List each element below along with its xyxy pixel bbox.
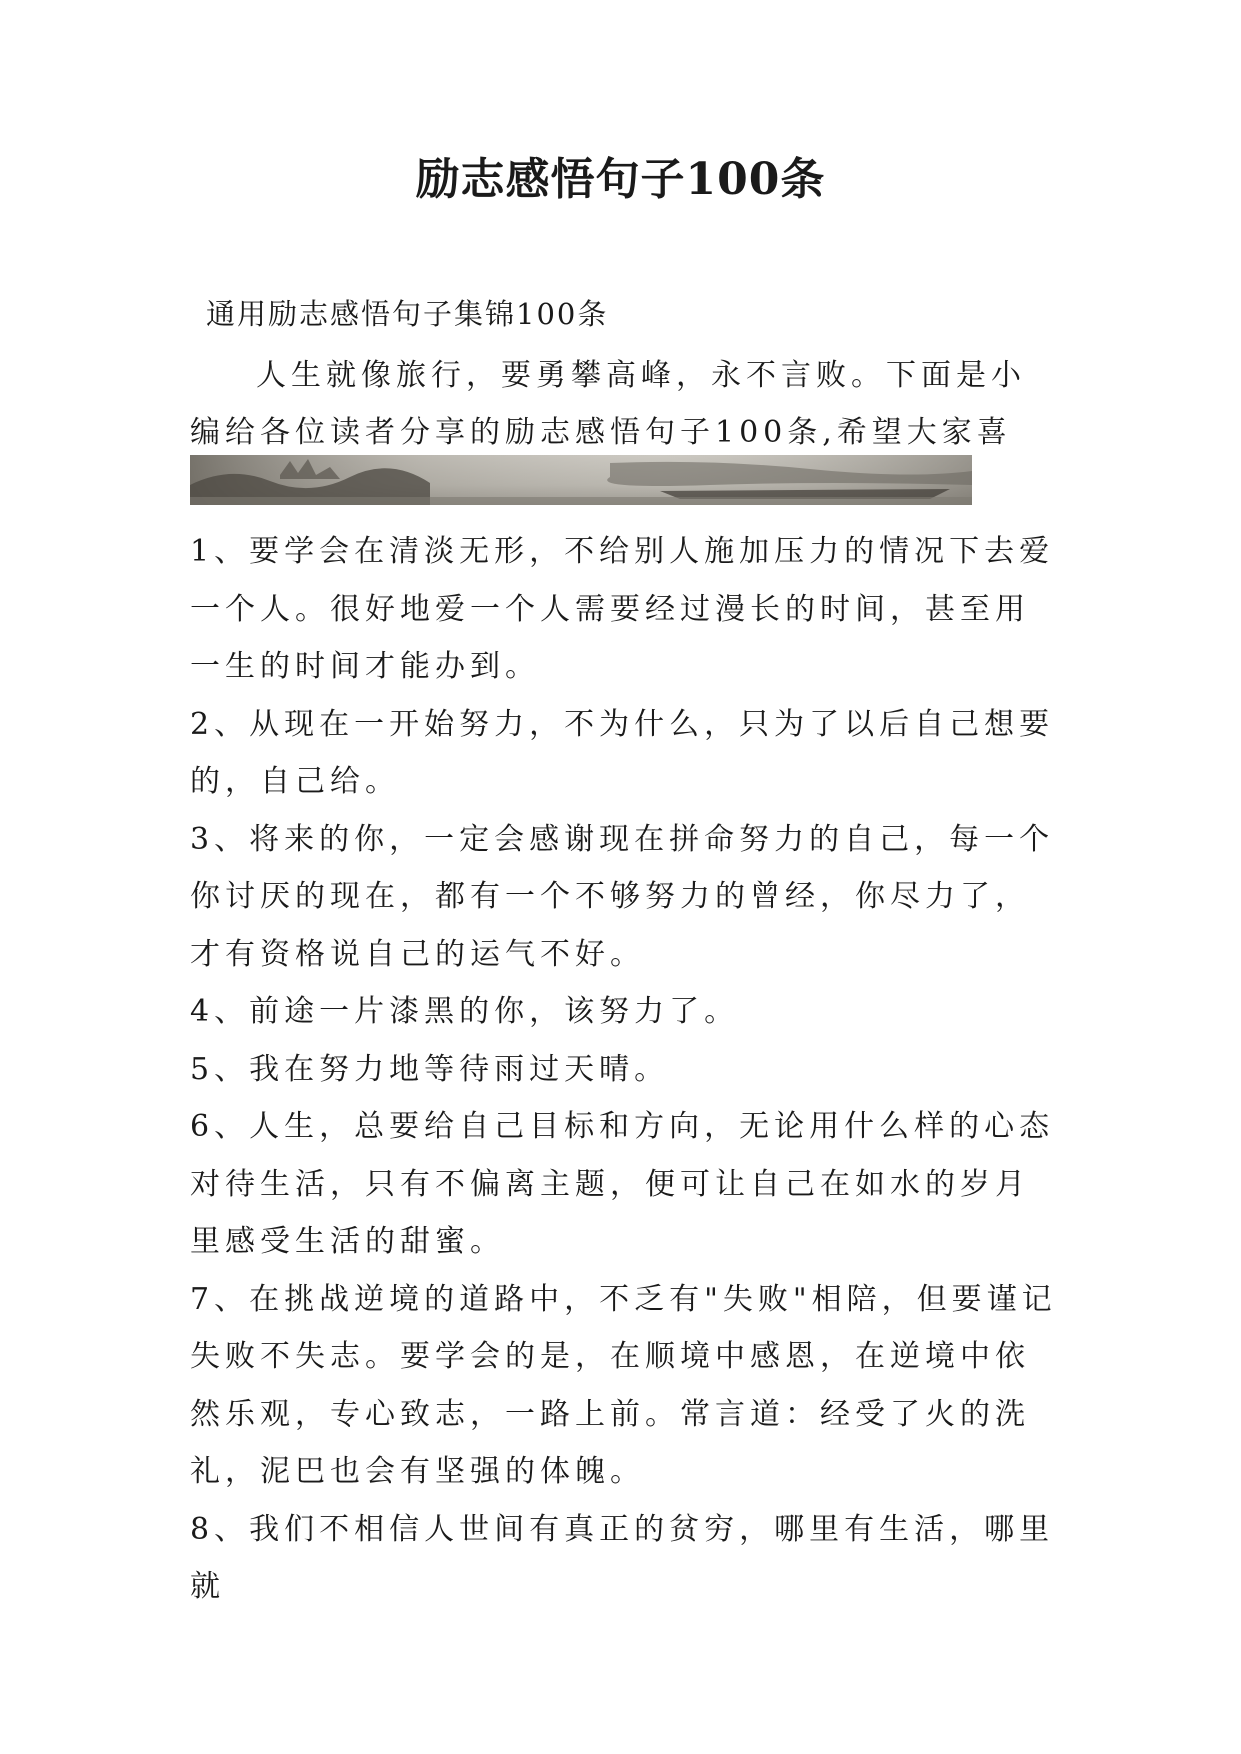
- landscape-banner-image: [190, 455, 972, 505]
- list-item: 7、在挑战逆境的道路中，不乏有"失败"相陪，但要谨记失败不失志。要学会的是，在顺境中感恩，在逆境中依然乐观，专心致志，一路上前。常言道：经受了火的洗礼，泥巴也会有坚强的体魄。: [190, 1281, 1057, 1489]
- list-item: 4、前途一片漆黑的你，该努力了。: [190, 994, 740, 1029]
- list-item: 8、我们不相信人世间有真正的贫穷，哪里有生活，哪里就: [190, 1511, 1055, 1604]
- list-item: 5、我在努力地等待雨过天晴。: [190, 1051, 670, 1087]
- list-item: 1、要学会在清淡无形，不给别人施加压力的情况下去爱一个人。很好地爱一个人需要经过漫长的时间，甚至用一生的时间才能办到。: [190, 534, 1055, 684]
- list-item: 3、将来的你，一定会感谢现在拼命努力的自己，每一个你讨厌的现在，都有一个不够努力的曾经，你尽力了，才有资格说自己的运气不好。: [190, 821, 1055, 972]
- list-item: 2、从现在一开始努力，不为什么，只为了以后自己想要的，自己给。: [190, 706, 1055, 799]
- list-item: 6、人生，总要给自己目标和方向，无论用什么样的心态对待生活，只有不偏离主题，便可让自己在如水的岁月里感受生活的甜蜜。: [190, 1109, 1055, 1259]
- subtitle: 通用励志感悟句子集锦100条: [206, 297, 609, 331]
- quote-list: [190, 523, 1060, 1616]
- intro-paragraph: 人生就像旅行，要勇攀高峰，永不言败。下面是小编给各位读者分享的励志感悟句子100条,希望大家喜: [190, 358, 1026, 450]
- page-title: 励志感悟句子100条: [415, 154, 826, 205]
